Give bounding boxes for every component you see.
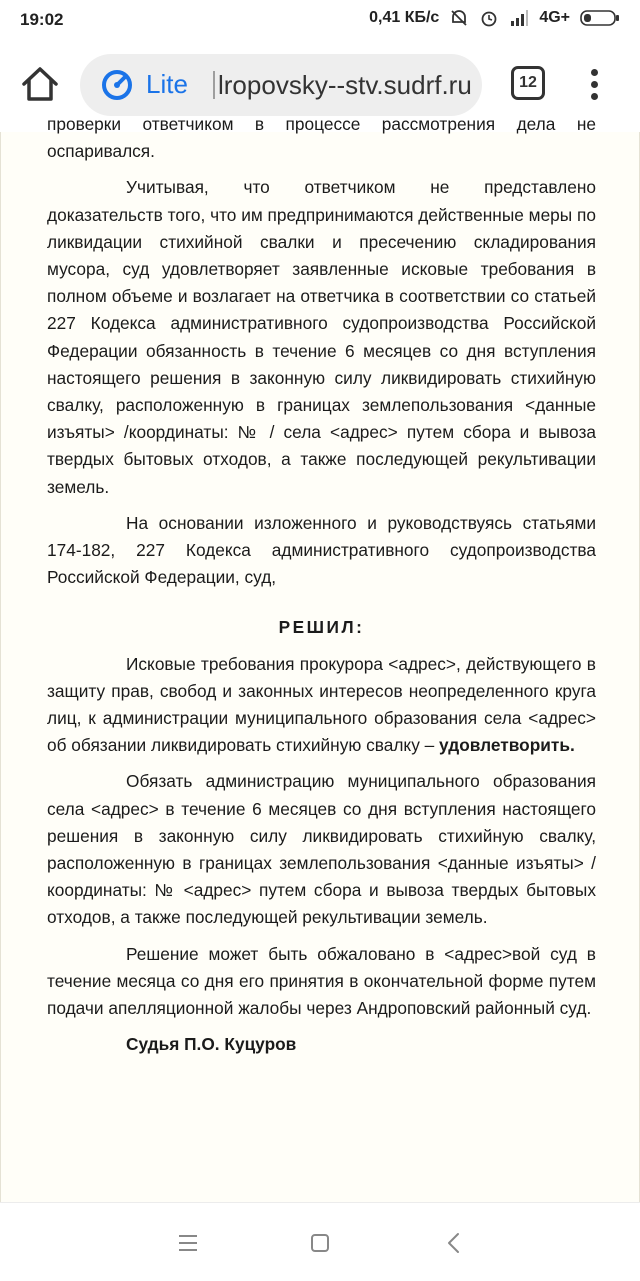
more-menu-icon[interactable]: [586, 66, 602, 106]
document-text: [47, 111, 596, 1059]
document-view[interactable]: [0, 114, 640, 1202]
paragraph-fragment: проверки ответчиком в процессе рассмотрения дела не оспаривался.: [47, 114, 596, 162]
system-nav-bar: [0, 1202, 640, 1281]
claims-text: Исковые требования прокурора <адрес>, действующего в защиту прав, свобод и законных интересов неопределенного круга лиц, к администрации муниципального образования села <адрес> об обязании ликвидировать стихийную свалку –: [47, 653, 596, 756]
paragraph-claims: [47, 651, 596, 760]
decision-heading: РЕШИЛ:: [278, 617, 365, 638]
network-speed: 0,41 КБ/с: [369, 9, 440, 26]
lite-mode-icon: [100, 68, 134, 102]
address-divider: [213, 71, 215, 99]
status-indicators: [369, 8, 620, 28]
paragraph-basis: На основании изложенного и руководствуясь статьями 174-182, 227 Кодекса административного судопроизводства Российской Федерации, суд,: [47, 512, 596, 588]
tab-count: 12: [511, 66, 545, 100]
paragraph-considering: Учитывая, что ответчиком не представлено доказательств того, что им предпринимаются действенные меры по ликвидации стихийной свалки и пресечению складирования мусора, суд удовлетворяет заявленные исковые требования в полном объеме и возлагает на ответчика в соответствии со статьей 227 Кодекса административного судопроизводства Российской Федерации обязанность в течение 6 месяцев со дня вступления настоящего решения в законную силу ликвидировать стихийную свалку, расположенную в границах землепользования <данные изъяты> /координаты: № / села <адрес> путем сбора и вывоза твердых бытовых отходов, а также последующей рекультивации земель.: [47, 177, 596, 497]
alarm-icon: [479, 8, 499, 28]
judge-signature: Судья П.О. Куцуров: [126, 1034, 297, 1055]
home-icon[interactable]: [18, 62, 62, 106]
url-text[interactable]: lropovsky--stv.sudrf.ru: [218, 70, 472, 100]
battery-icon: [580, 9, 620, 27]
network-type: 4G+: [539, 9, 570, 26]
tab-switcher-button[interactable]: [511, 66, 549, 104]
lite-mode-label: Lite: [146, 69, 188, 99]
back-icon[interactable]: [436, 1225, 472, 1261]
recent-apps-icon[interactable]: [170, 1225, 206, 1261]
address-bar[interactable]: [80, 54, 482, 116]
mute-icon: [449, 8, 469, 28]
paragraph-appeal: Решение может быть обжаловано в <адрес>вой суд в течение месяца со дня его принятия в окончательной форме путем подачи апелляционной жалобы через Андроповский районный суд.: [47, 943, 596, 1019]
claims-verdict: удовлетворить.: [439, 735, 575, 756]
signal-icon: [509, 8, 529, 28]
home-nav-icon[interactable]: [302, 1225, 338, 1261]
status-time: 19:02: [20, 10, 64, 29]
paragraph-oblige: Обязать администрацию муниципального образования села <адрес> в течение 6 месяцев со дня вступления настоящего решения в законную силу ликвидировать стихийную свалку, расположенную в границах землепользования <данные изъяты> /координаты: № <адрес> путем сбора и вывоза твердых бытовых отходов, а также последующей рекультивации земель.: [47, 771, 596, 928]
status-bar: [0, 0, 640, 40]
